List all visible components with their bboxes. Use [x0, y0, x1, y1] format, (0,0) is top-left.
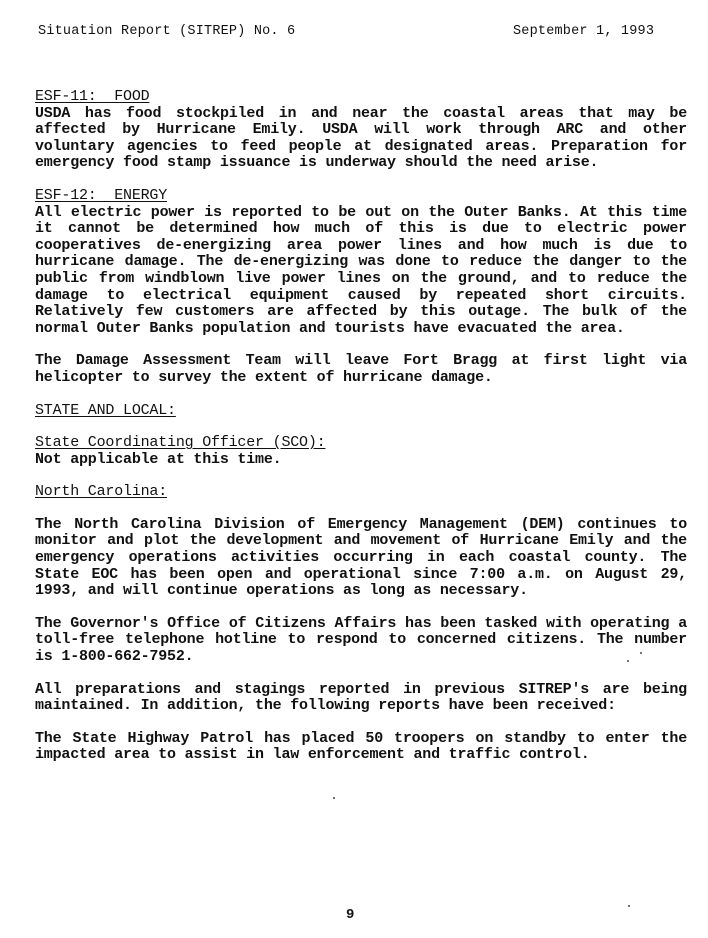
nc-dem-paragraph: The North Carolina Division of Emergency Management (DEM) continues to monitor and plot the development and movement of Hurricane Emily and the emergency operations activities occurring in each coastal county. The State EOC has been open and operational since 7:00 a.m. on August 29, 1993, and will continue operations as long as necessary. — [35, 515, 687, 600]
nc-highway-patrol-paragraph: The State Highway Patrol has placed 50 troopers on standby to enter the impacted area to assist in law enforcement and traffic control. — [35, 729, 687, 764]
page-number: 9 — [346, 907, 355, 923]
scan-speck — [640, 652, 642, 654]
report-date: September 1, 1993 — [513, 24, 655, 39]
report-body — [35, 89, 687, 764]
esf12-heading: ESF-12: ENERGY — [35, 186, 168, 204]
state-local-heading: STATE AND LOCAL: — [35, 401, 176, 419]
sco-paragraph: Not applicable at this time. — [35, 450, 282, 468]
esf11-paragraph: USDA has food stockpiled in and near the coastal areas that may be affected by Hurricane Emily. USDA will work through ARC and other voluntary agencies to feed people at designated areas. Preparation for emergency food stamp issuance is underway should the need arise. — [35, 104, 687, 172]
nc-preparations-paragraph: All preparations and stagings reported in previous SITREP's are being maintained. In addition, the following reports have been received: — [35, 680, 687, 715]
north-carolina-heading: North Carolina: — [35, 483, 168, 501]
scan-speck — [627, 660, 629, 662]
scan-speck — [333, 797, 335, 799]
damage-team-paragraph: The Damage Assessment Team will leave Fort Bragg at first light via helicopter to survey the extent of hurricane damage. — [35, 352, 687, 386]
sco-heading: State Coordinating Officer (SCO): — [35, 434, 326, 452]
report-title: Situation Report (SITREP) No. 6 — [38, 24, 296, 39]
nc-hotline-paragraph: The Governor's Office of Citizens Affairs has been tasked with operating a toll-free telephone hotline to respond to concerned citizens. The number is 1-800-662-7952. — [35, 614, 687, 666]
scan-speck — [628, 905, 630, 907]
esf12-paragraph: All electric power is reported to be out on the Outer Banks. At this time it cannot be determined how much of this is due to electric power cooperatives de-energizing area power lines and how much is due to hurricane damage. The de-energizing was done to reduce the danger to the public from windblown live power lines on the ground, and to reduce the damage to electrical equipment caused by repeated short circuits. Relatively few customers are affected by this outage. The bulk of the normal Outer Banks population and tourists have evacuated the area. — [35, 203, 687, 337]
esf11-heading: ESF-11: FOOD — [35, 88, 150, 105]
